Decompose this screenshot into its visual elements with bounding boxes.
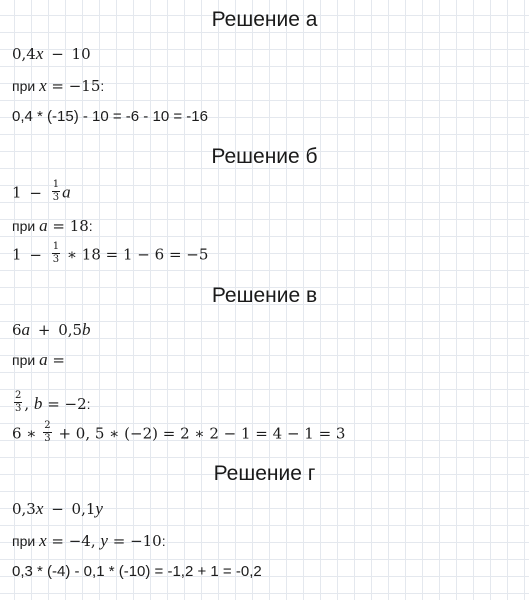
value: −15 <box>68 77 101 95</box>
equals: = <box>107 532 131 550</box>
one: 1 <box>12 183 22 202</box>
operator: − <box>29 183 42 202</box>
denominator: 3 <box>44 433 51 444</box>
variable: y <box>95 499 103 518</box>
section-b-result <box>12 241 209 267</box>
section-c-heading: Решение в <box>211 284 318 307</box>
separator: , <box>90 532 101 550</box>
variable: a <box>39 216 48 235</box>
colon: : <box>100 78 105 94</box>
section-b-expression <box>12 179 71 205</box>
section-b-condition <box>12 216 93 236</box>
section-c-expression <box>12 320 91 340</box>
condition-prefix: при <box>12 533 40 549</box>
fraction <box>52 242 60 265</box>
equals: = <box>46 77 69 95</box>
section-d-expression <box>12 499 103 519</box>
value: 18 <box>69 217 89 235</box>
result-tail: ∗ 18 = 1 − 6 = −5 <box>66 245 209 264</box>
variable: a <box>21 320 31 339</box>
coefficient: 0,5 <box>58 321 83 339</box>
operator: + <box>37 321 51 339</box>
condition-prefix: при <box>12 352 40 368</box>
operator: − <box>51 45 64 63</box>
value: −10 <box>130 532 162 550</box>
coefficient: 0,1 <box>71 500 96 518</box>
operator: − <box>51 500 64 518</box>
numerator: 1 <box>52 241 60 252</box>
section-d-result: 0,3 * (-4) - 0,1 * (-10) = -1,2 + 1 = -0,2 <box>12 563 262 580</box>
variable: x <box>39 76 47 95</box>
colon: : <box>161 533 166 549</box>
section-c-condition-line2 <box>12 390 91 416</box>
section-a-expression <box>12 44 91 64</box>
variable: y <box>100 531 108 550</box>
variable: x <box>39 531 47 550</box>
section-b-heading: Решение б <box>211 145 318 168</box>
variable: a <box>39 350 48 369</box>
fraction <box>14 391 22 414</box>
result-start: 6 ∗ <box>12 424 37 443</box>
coefficient: 6 <box>12 321 22 339</box>
value: −2 <box>64 395 87 413</box>
section-c-condition-line1 <box>12 350 65 370</box>
section-d-heading: Решение г <box>213 462 316 485</box>
one: 1 <box>12 245 22 264</box>
section-a-result: 0,4 * (-15) - 10 = -6 - 10 = -16 <box>12 108 208 125</box>
fraction <box>43 421 51 444</box>
condition-prefix: при <box>12 78 40 94</box>
value: −4 <box>68 532 91 550</box>
equals: = <box>46 532 69 550</box>
denominator: 3 <box>15 403 22 414</box>
section-a-heading: Решение а <box>211 8 318 31</box>
section-c-result <box>12 420 346 446</box>
equals: = <box>47 351 65 369</box>
variable: b <box>82 320 91 339</box>
denominator: 3 <box>52 254 60 265</box>
coefficient: 0,3 <box>12 500 36 518</box>
condition-prefix: при <box>12 218 40 234</box>
fraction <box>52 180 60 203</box>
equals: = <box>42 395 65 413</box>
numerator: 1 <box>52 179 60 190</box>
variable: x <box>35 44 44 63</box>
variable: a <box>62 182 71 202</box>
coefficient: 0,4 <box>12 45 36 63</box>
separator: , <box>24 395 34 413</box>
result-tail: + 0, 5 ∗ (−2) = 2 ∗ 2 − 1 = 4 − 1 = 3 <box>58 424 346 443</box>
operator: − <box>29 245 42 264</box>
constant: 10 <box>71 45 91 63</box>
section-a-condition <box>12 76 104 96</box>
denominator: 3 <box>52 192 60 203</box>
variable: x <box>35 499 44 518</box>
numerator: 2 <box>15 390 22 401</box>
colon: : <box>86 396 91 412</box>
variable: b <box>33 394 43 413</box>
equals: = <box>47 217 70 235</box>
numerator: 2 <box>44 420 51 431</box>
section-d-condition <box>12 531 166 551</box>
colon: : <box>88 218 93 234</box>
